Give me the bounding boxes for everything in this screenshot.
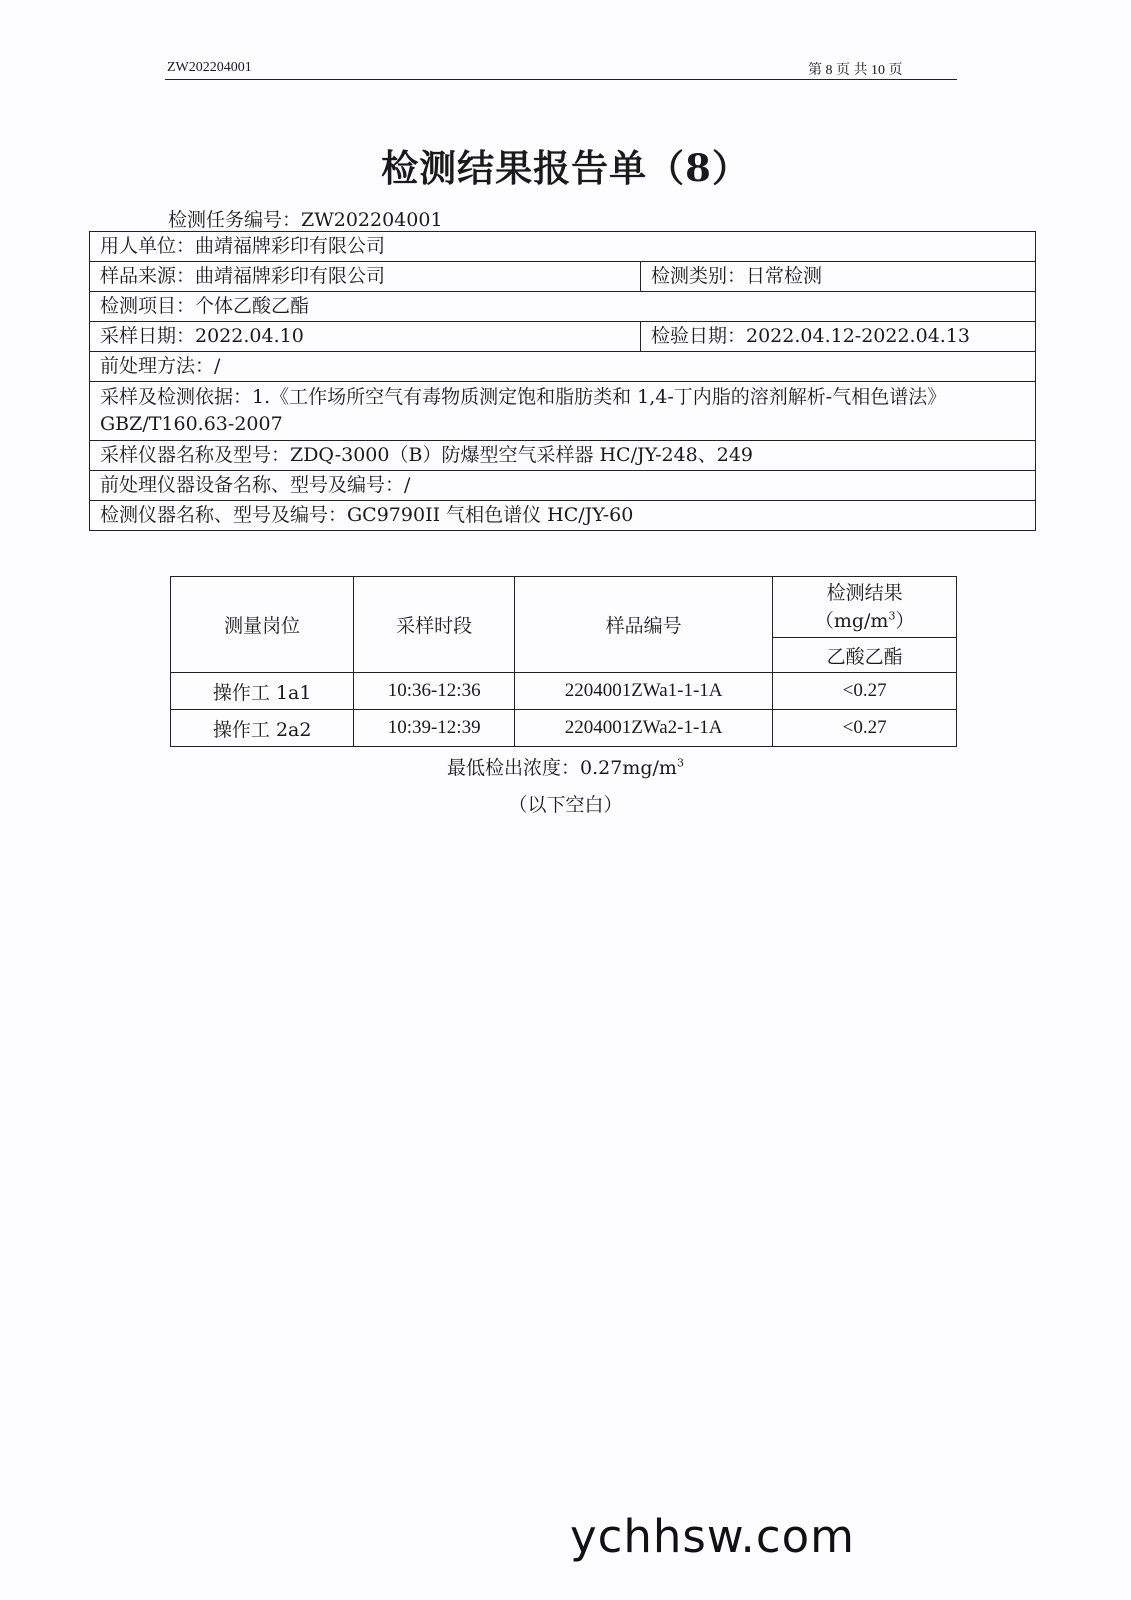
- header-result: [773, 577, 957, 638]
- report-title: 检测结果报告单（8）: [381, 146, 750, 190]
- row-period: 10:36-12:36: [354, 673, 515, 710]
- row-value: <0.27: [773, 673, 957, 710]
- row-position: 操作工 2a2: [171, 710, 354, 747]
- table-row: [171, 673, 957, 710]
- row-value: <0.27: [773, 710, 957, 747]
- inspection-date-field: 检验日期：2022.04.12-2022.04.13: [641, 322, 1036, 352]
- row-sample-id: 2204001ZWa1-1-1A: [514, 673, 772, 710]
- detection-limit: 最低检出浓度：$0.27mg/m^3$: [447, 756, 684, 779]
- header-period: 采样时段: [354, 577, 515, 673]
- report-number: ZW202204001: [167, 60, 252, 75]
- header-divider: [165, 79, 957, 80]
- test-instrument-field: 检测仪器名称、型号及编号：GC9790II 气相色谱仪 HC/JY-60: [90, 501, 1036, 531]
- header-substance: 乙酸乙酯: [773, 638, 957, 673]
- pretreatment-field: 前处理方法：/: [90, 352, 1036, 382]
- row-position: 操作工 1a1: [171, 673, 354, 710]
- site-watermark: ychhsw.com: [570, 1510, 855, 1563]
- sample-source-field: 样品来源：曲靖福牌彩印有限公司: [90, 262, 641, 292]
- results-table: [170, 576, 957, 747]
- test-item-field: 检测项目：个体乙酸乙酯: [90, 292, 1036, 322]
- page-indicator: 第 8 页 共 10 页: [808, 63, 903, 78]
- row-sample-id: 2204001ZWa2-1-1A: [514, 710, 772, 747]
- header-position: 测量岗位: [171, 577, 354, 673]
- info-table: [89, 231, 1036, 531]
- header-result-unit: $(mg/m^3)$: [814, 609, 915, 632]
- row-period: 10:39-12:39: [354, 710, 515, 747]
- client-field: 用人单位：曲靖福牌彩印有限公司: [90, 232, 1036, 262]
- sampler-field: 采样仪器名称及型号：ZDQ-3000（B）防爆型空气采样器 HC/JY-248、249: [90, 441, 1036, 471]
- header-sample-id: 样品编号: [514, 577, 772, 673]
- task-number: 检测任务编号：ZW202204001: [168, 209, 443, 231]
- test-type-field: 检测类别：日常检测: [641, 262, 1036, 292]
- sampling-date-field: 采样日期：2022.04.10: [90, 322, 641, 352]
- pre-instrument-field: 前处理仪器设备名称、型号及编号：/: [90, 471, 1036, 501]
- header-result-label: 检测结果: [826, 582, 903, 604]
- basis-field: 采样及检测依据：1.《工作场所空气有毒物质测定饱和脂肪类和 1,4-丁内脂的溶剂解析-气相色谱法》GBZ/T160.63-2007: [90, 382, 1036, 441]
- table-row: [171, 710, 957, 747]
- end-note: （以下空白）: [508, 794, 623, 816]
